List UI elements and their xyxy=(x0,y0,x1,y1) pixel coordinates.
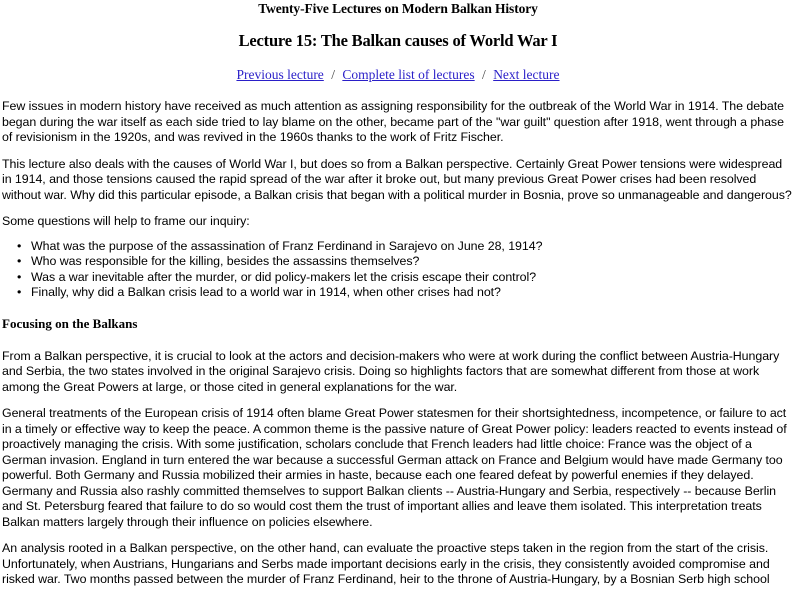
list-item xyxy=(17,254,794,270)
question-text: Was a war inevitable after the murder, or did policy-makers let the crisis escape their control? xyxy=(31,269,537,284)
bullet-icon: • xyxy=(17,254,22,268)
nav-separator: / xyxy=(331,67,335,82)
bullet-icon: • xyxy=(17,238,22,253)
list-item xyxy=(17,238,794,255)
list-item xyxy=(17,269,794,286)
previous-lecture-link[interactable]: Previous lecture xyxy=(236,67,324,82)
question-text: Finally, why did a Balkan crisis lead to a world war in 1914, when other crises had not? xyxy=(31,285,501,299)
complete-list-link[interactable]: Complete list of lectures xyxy=(342,67,475,82)
intro-paragraph-3: Some questions will help to frame our inquiry: xyxy=(2,214,250,228)
section-paragraph-1: From a Balkan perspective, it is crucial to look at the actors and decision-makers who were at work during the conflict between Austria-Hungary and Serbia, the two states involved in the original Sarajevo crisis. Doing so highlights factors that are somewhat different from those at work among the Great Powers at large, or those cited in general explanations for the war. xyxy=(2,348,780,394)
section-paragraph-2: General treatments of the European crisis of 1914 often blame Great Power statesmen for their shortsightedness, incompetence, or failure to act in a timely or effective way to keep the peace. A common theme is the passive nature of Great Power policy: leaders reacted to events instead of proactively managing the crisis. With some justification, scholars conclude that French leaders had little choice: France was the object of a German invasion. England in turn entered the war because a successful German attack on France and Belgium would have made Germany too powerful. Both Germany and Russia mobilized their armies in haste, because each one feared defeat by powerful enemies if they delayed. Germany and Russia also rashly committed themselves to support Balkan clients -- Austria-Hungary and Serbia, respectively -- because Berlin and St. Petersburg feared that failure to do so would cost them the trust of important allies and leave them isolated. This interpretation treats Balkan matters largely through their influence on policies elsewhere. xyxy=(2,406,787,529)
intro-paragraph-1: Few issues in modern history have received as much attention as assigning responsibility for the outbreak of the World War in 1914. The debate began during the war itself as each side tried to lay blame on the other, became part of the "war guilt" question after 1918, went through a phase of revisionism in the 1920s, and was revived in the 1960s thanks to the work of Fritz Fischer. xyxy=(2,99,784,144)
bullet-icon: • xyxy=(17,269,22,284)
section-heading: Focusing on the Balkans xyxy=(2,315,138,331)
bullet-icon: • xyxy=(17,285,22,299)
section-paragraph-3: An analysis rooted in a Balkan perspective, on the other hand, can evaluate the proactive steps taken in the region from the start of the crisis. Unfortunately, when Austrians, Hungarians and Serbs made important decisions early in the crisis, they consistently avoided compromise and risked war. Two months passed between the murder of Franz Ferdinand, heir to the throne of Austria-Hungary, by a Bosnian Serb high school xyxy=(2,541,770,586)
nav-separator: / xyxy=(482,67,486,82)
question-text: Who was responsible for the killing, besides the assassins themselves? xyxy=(31,254,420,268)
next-lecture-link[interactable]: Next lecture xyxy=(493,67,560,82)
list-item xyxy=(17,285,794,301)
site-title: Twenty-Five Lectures on Modern Balkan History xyxy=(258,1,538,16)
intro-paragraph-2: This lecture also deals with the causes of World War I, but does so from a Balkan perspective. Certainly Great Power tensions were widespread in 1914, and those tensions caused the rapid spread of the war after it broke out, but many previous Great Power crises had been resolved without war. Why did this particular episode, a Balkan crisis that began with a political murder in Bosnia, prove so unmanageable and dangerous? xyxy=(2,156,792,202)
question-text: What was the purpose of the assassination of Franz Ferdinand in Sarajevo on June 28, 1914? xyxy=(31,238,543,253)
lecture-navigation xyxy=(2,67,794,83)
lecture-title: Lecture 15: The Balkan causes of World War I xyxy=(238,31,558,50)
questions-list xyxy=(2,239,794,301)
